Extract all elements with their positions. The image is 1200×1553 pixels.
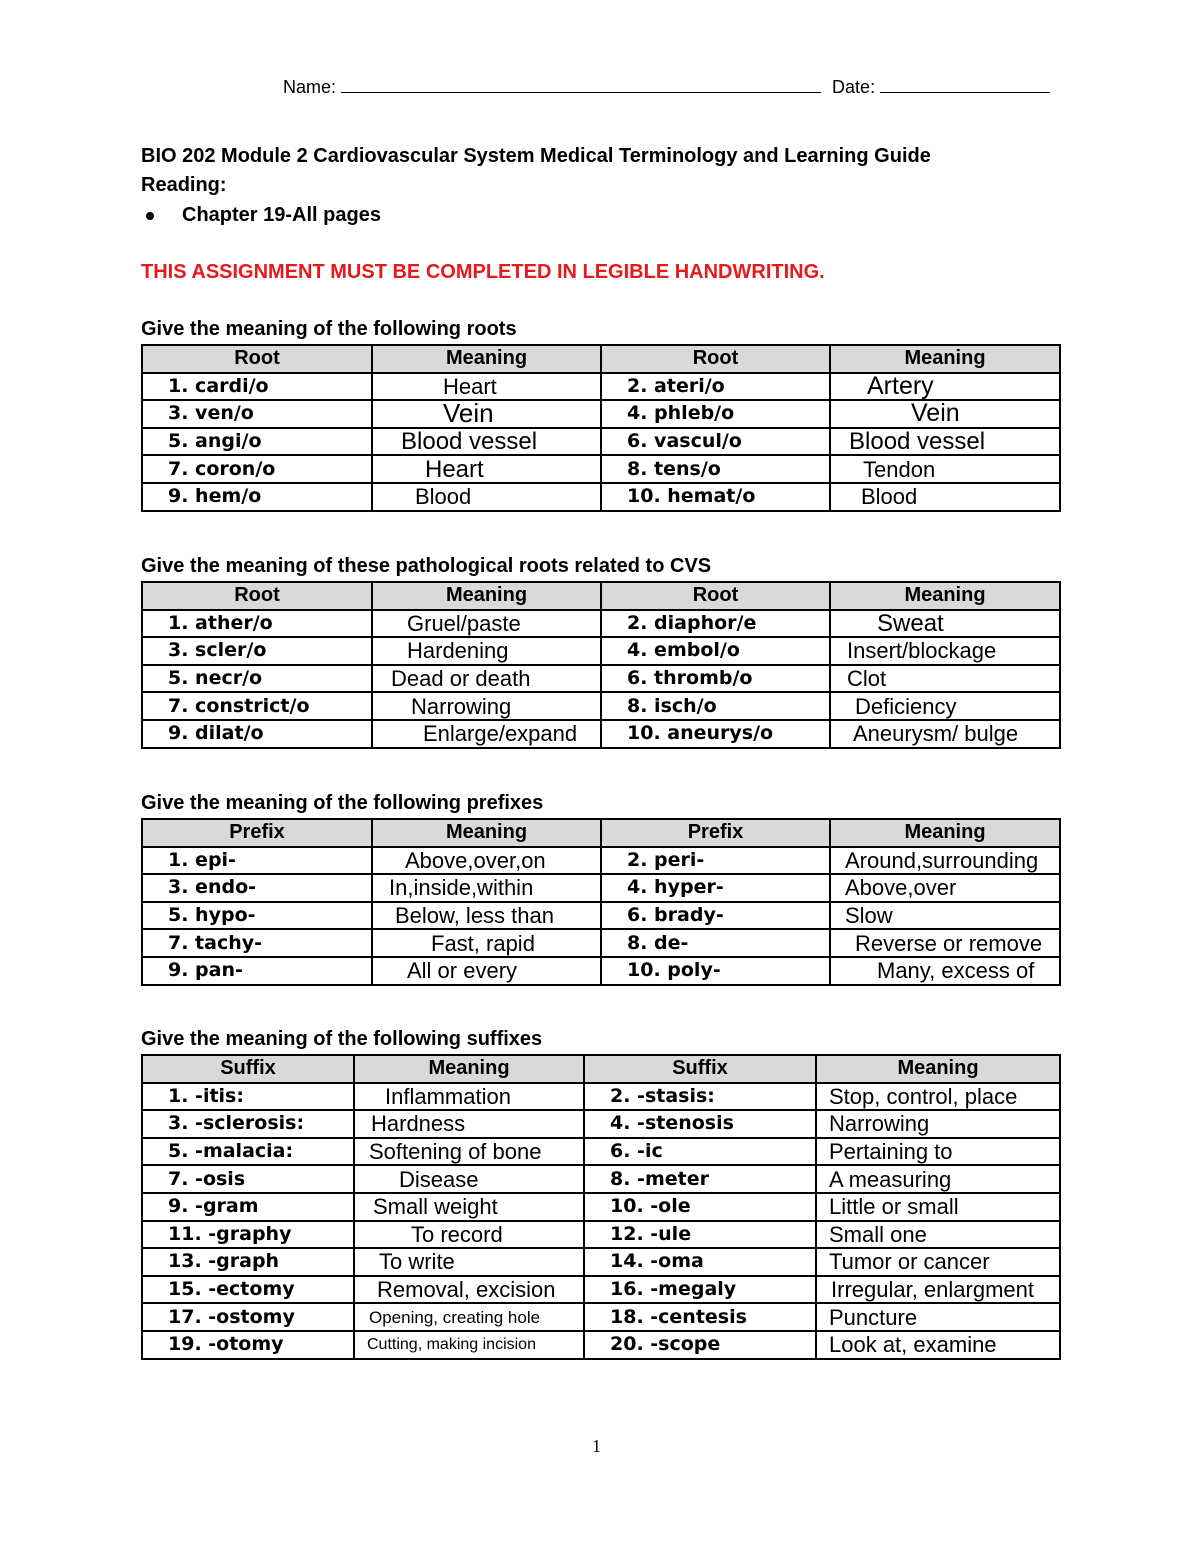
answer-cell[interactable]: Clot: [830, 665, 1060, 693]
reading-list-item: [146, 204, 381, 227]
term-cell: 7. -osis: [142, 1165, 354, 1193]
answer-cell[interactable]: Above,over: [830, 874, 1060, 902]
column-header: Meaning: [372, 582, 601, 610]
table-row: [142, 692, 1060, 720]
answer-cell[interactable]: A measuring: [816, 1165, 1060, 1193]
date-label: Date:: [832, 77, 876, 97]
answer-cell[interactable]: Fast, rapid: [372, 929, 601, 957]
table-row: [142, 665, 1060, 693]
term-cell: 13. -graph: [142, 1248, 354, 1276]
term-cell: 6. thromb/o: [601, 665, 830, 693]
term-cell: 5. hypo-: [142, 902, 372, 930]
term-cell: 7. coron/o: [142, 455, 372, 483]
table-row: [142, 929, 1060, 957]
term-cell: 1. epi-: [142, 847, 372, 875]
reading-label: Reading:: [141, 174, 227, 196]
table-row: [142, 1193, 1060, 1221]
term-cell: 7. constrict/o: [142, 692, 372, 720]
term-cell: 9. hem/o: [142, 483, 372, 511]
table-row: [142, 373, 1060, 401]
column-header: Root: [142, 582, 372, 610]
answer-cell[interactable]: Removal, excision: [354, 1276, 584, 1304]
term-cell: 8. de-: [601, 929, 830, 957]
table-row: [142, 400, 1060, 428]
term-cell: 8. tens/o: [601, 455, 830, 483]
answer-cell[interactable]: Blood: [830, 483, 1060, 511]
term-cell: 9. dilat/o: [142, 720, 372, 748]
term-cell: 1. -itis:: [142, 1083, 354, 1111]
answer-cell[interactable]: All or every: [372, 957, 601, 985]
column-header: Meaning: [354, 1055, 584, 1083]
column-header: Suffix: [584, 1055, 816, 1083]
term-cell: 6. brady-: [601, 902, 830, 930]
name-date-line: [283, 74, 1050, 98]
term-cell: 6. vascul/o: [601, 428, 830, 456]
answer-cell[interactable]: Above,over,on: [372, 847, 601, 875]
column-header: Meaning: [830, 819, 1060, 847]
answer-cell[interactable]: Tendon: [830, 455, 1060, 483]
table-row: [142, 1138, 1060, 1166]
term-cell: 20. -scope: [584, 1331, 816, 1359]
column-header: Root: [601, 582, 830, 610]
term-cell: 3. endo-: [142, 874, 372, 902]
term-cell: 9. -gram: [142, 1193, 354, 1221]
answer-cell[interactable]: Blood: [372, 483, 601, 511]
page-number: 1: [592, 1436, 601, 1456]
name-field[interactable]: [341, 74, 821, 93]
answer-cell[interactable]: Small weight: [354, 1193, 584, 1221]
term-cell: 8. isch/o: [601, 692, 830, 720]
table-header-row: [142, 582, 1060, 610]
answer-cell[interactable]: Blood vessel: [372, 428, 601, 456]
answer-cell[interactable]: Insert/blockage: [830, 637, 1060, 665]
table-row: [142, 1331, 1060, 1359]
term-cell: 10. hemat/o: [601, 483, 830, 511]
term-cell: 3. ven/o: [142, 400, 372, 428]
term-cell: 2. peri-: [601, 847, 830, 875]
answer-cell[interactable]: Aneurysm/ bulge: [830, 720, 1060, 748]
table-row: [142, 1165, 1060, 1193]
term-cell: 9. pan-: [142, 957, 372, 985]
answer-cell[interactable]: Reverse or remove: [830, 929, 1060, 957]
answer-cell[interactable]: Tumor or cancer: [816, 1248, 1060, 1276]
column-header: Meaning: [816, 1055, 1060, 1083]
prefixes-heading: Give the meaning of the following prefixes: [141, 792, 544, 814]
page-title: BIO 202 Module 2 Cardiovascular System Medical Terminology and Learning Guide: [141, 145, 931, 167]
answer-cell[interactable]: Irregular, enlargment: [816, 1276, 1060, 1304]
answer-cell[interactable]: Artery: [830, 373, 1060, 401]
answer-cell[interactable]: Deficiency: [830, 692, 1060, 720]
term-cell: 3. -sclerosis:: [142, 1110, 354, 1138]
term-cell: 7. tachy-: [142, 929, 372, 957]
answer-cell[interactable]: Heart: [372, 373, 601, 401]
answer-cell[interactable]: To write: [354, 1248, 584, 1276]
table-row: [142, 428, 1060, 456]
table-row: [142, 1083, 1060, 1111]
answer-cell[interactable]: Gruel/paste: [372, 610, 601, 638]
term-cell: 18. -centesis: [584, 1303, 816, 1331]
answer-cell[interactable]: Narrowing: [372, 692, 601, 720]
table-header-row: [142, 819, 1060, 847]
table-row: [142, 1110, 1060, 1138]
reading-item-text: Chapter 19-All pages: [182, 204, 381, 226]
path-roots-table: [141, 581, 1061, 749]
column-header: Meaning: [372, 819, 601, 847]
table-row: [142, 455, 1060, 483]
term-cell: 4. phleb/o: [601, 400, 830, 428]
term-cell: 10. -ole: [584, 1193, 816, 1221]
path-roots-heading: Give the meaning of these pathological roots related to CVS: [141, 555, 712, 577]
table-row: [142, 902, 1060, 930]
term-cell: 2. ateri/o: [601, 373, 830, 401]
table-row: [142, 637, 1060, 665]
term-cell: 5. necr/o: [142, 665, 372, 693]
term-cell: 11. -graphy: [142, 1221, 354, 1249]
answer-cell[interactable]: Small one: [816, 1221, 1060, 1249]
answer-cell[interactable]: Inflammation: [354, 1083, 584, 1111]
answer-cell[interactable]: Little or small: [816, 1193, 1060, 1221]
answer-cell[interactable]: Puncture: [816, 1303, 1060, 1331]
answer-cell[interactable]: Heart: [372, 455, 601, 483]
term-cell: 14. -oma: [584, 1248, 816, 1276]
answer-cell[interactable]: Vein: [372, 400, 601, 428]
term-cell: 10. aneurys/o: [601, 720, 830, 748]
answer-cell[interactable]: Disease: [354, 1165, 584, 1193]
term-cell: 2. diaphor/e: [601, 610, 830, 638]
term-cell: 5. angi/o: [142, 428, 372, 456]
date-field[interactable]: [880, 74, 1050, 93]
table-row: [142, 874, 1060, 902]
answer-cell[interactable]: Pertaining to: [816, 1138, 1060, 1166]
answer-cell[interactable]: Stop, control, place: [816, 1083, 1060, 1111]
term-cell: 5. -malacia:: [142, 1138, 354, 1166]
answer-cell[interactable]: Look at, examine: [816, 1331, 1060, 1359]
term-cell: 15. -ectomy: [142, 1276, 354, 1304]
column-header: Root: [142, 345, 372, 373]
roots-heading: Give the meaning of the following roots: [141, 318, 517, 340]
suffixes-table: [141, 1054, 1061, 1360]
column-header: Prefix: [142, 819, 372, 847]
suffixes-heading: Give the meaning of the following suffixes: [141, 1028, 543, 1050]
column-header: Root: [601, 345, 830, 373]
column-header: Meaning: [830, 582, 1060, 610]
table-header-row: [142, 1055, 1060, 1083]
answer-cell[interactable]: Below, less than: [372, 902, 601, 930]
table-row: [142, 1303, 1060, 1331]
term-cell: 1. ather/o: [142, 610, 372, 638]
term-cell: 4. hyper-: [601, 874, 830, 902]
answer-cell[interactable]: Vein: [830, 400, 1060, 428]
term-cell: 1. cardi/o: [142, 373, 372, 401]
column-header: Suffix: [142, 1055, 354, 1083]
handwriting-warning: THIS ASSIGNMENT MUST BE COMPLETED IN LEGIBLE HANDWRITING.: [141, 261, 825, 283]
answer-cell[interactable]: Cutting, making incision: [354, 1331, 584, 1359]
term-cell: 16. -megaly: [584, 1276, 816, 1304]
answer-cell[interactable]: Slow: [830, 902, 1060, 930]
table-header-row: [142, 345, 1060, 373]
table-row: [142, 720, 1060, 748]
name-label: Name:: [283, 77, 337, 97]
term-cell: 10. poly-: [601, 957, 830, 985]
table-row: [142, 1248, 1060, 1276]
answer-cell[interactable]: Sweat: [830, 610, 1060, 638]
table-row: [142, 1276, 1060, 1304]
table-row: [142, 610, 1060, 638]
answer-cell[interactable]: Enlarge/expand: [372, 720, 601, 748]
answer-cell[interactable]: Softening of bone: [354, 1138, 584, 1166]
answer-cell[interactable]: Around,surrounding: [830, 847, 1060, 875]
term-cell: 17. -ostomy: [142, 1303, 354, 1331]
column-header: Meaning: [372, 345, 601, 373]
table-row: [142, 483, 1060, 511]
prefixes-table: [141, 818, 1061, 986]
answer-cell[interactable]: Opening, creating hole: [354, 1303, 584, 1331]
term-cell: 4. -stenosis: [584, 1110, 816, 1138]
roots-table: [141, 344, 1061, 512]
column-header: Prefix: [601, 819, 830, 847]
table-row: [142, 847, 1060, 875]
term-cell: 19. -otomy: [142, 1331, 354, 1359]
table-row: [142, 957, 1060, 985]
term-cell: 6. -ic: [584, 1138, 816, 1166]
answer-cell[interactable]: To record: [354, 1221, 584, 1249]
column-header: Meaning: [830, 345, 1060, 373]
answer-cell[interactable]: Hardening: [372, 637, 601, 665]
bullet-icon: [146, 212, 154, 220]
answer-cell[interactable]: In,inside,within: [372, 874, 601, 902]
answer-cell[interactable]: Many, excess of: [830, 957, 1060, 985]
term-cell: 4. embol/o: [601, 637, 830, 665]
term-cell: 12. -ule: [584, 1221, 816, 1249]
answer-cell[interactable]: Blood vessel: [830, 428, 1060, 456]
term-cell: 8. -meter: [584, 1165, 816, 1193]
answer-cell[interactable]: Dead or death: [372, 665, 601, 693]
table-row: [142, 1221, 1060, 1249]
term-cell: 2. -stasis:: [584, 1083, 816, 1111]
answer-cell[interactable]: Narrowing: [816, 1110, 1060, 1138]
answer-cell[interactable]: Hardness: [354, 1110, 584, 1138]
term-cell: 3. scler/o: [142, 637, 372, 665]
